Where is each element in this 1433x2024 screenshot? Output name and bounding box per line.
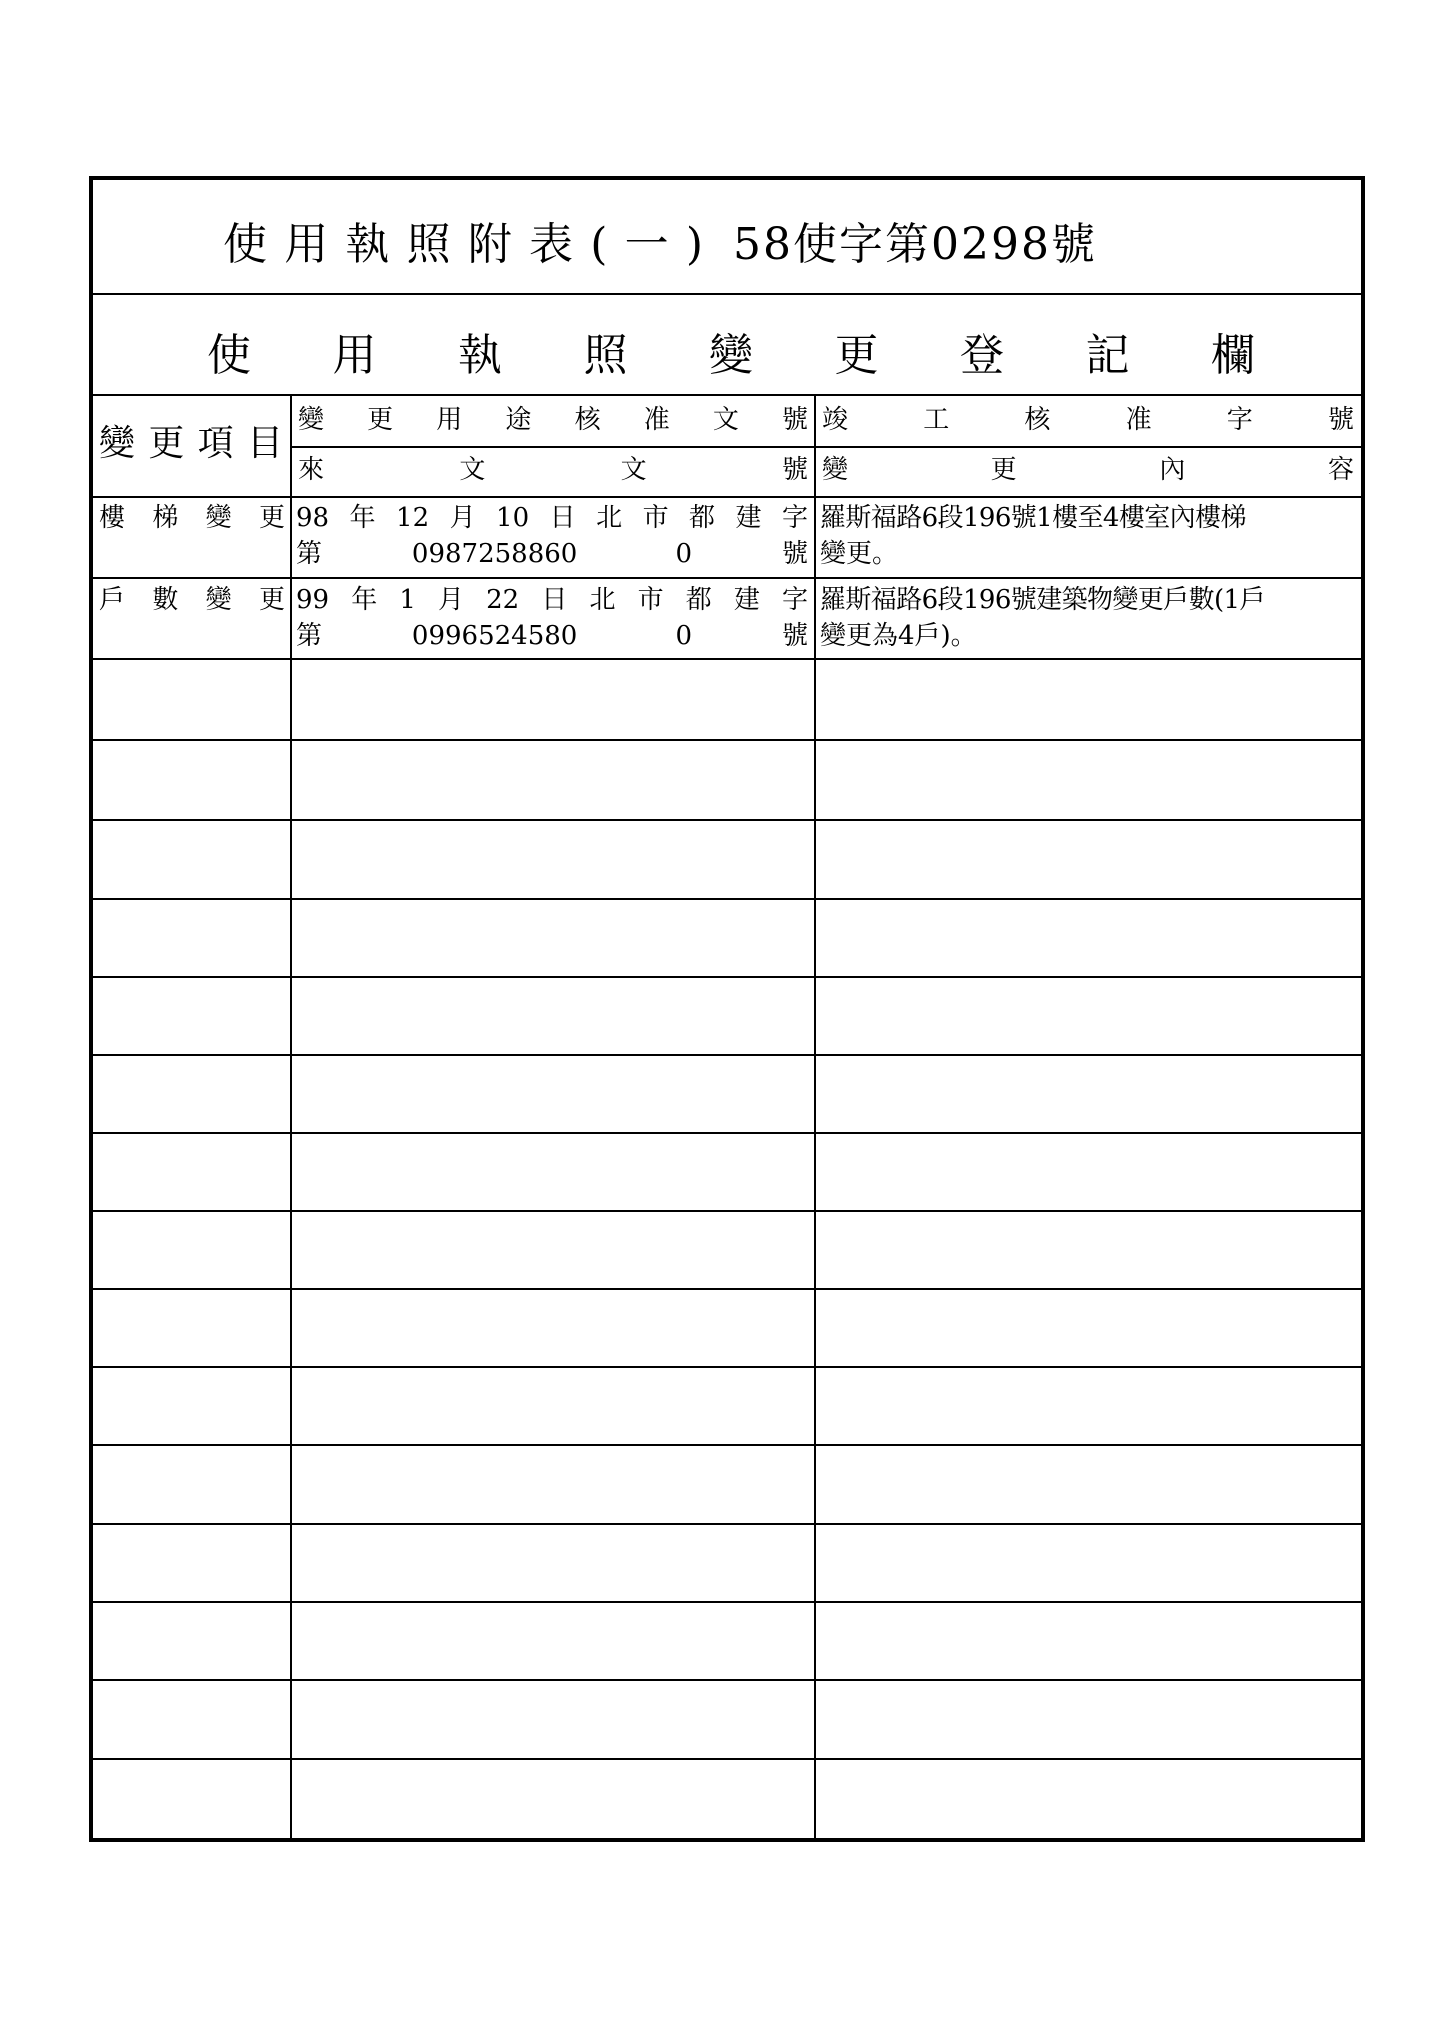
record-content-line1: 羅斯福路6段196號1樓至4樓室內樓梯 [820,503,1246,533]
header-incoming-doc-number: 來文文號 [298,455,808,485]
row-line [93,1758,1361,1760]
row-line [93,739,1361,741]
header-change-item: 變更項目 [99,423,283,464]
row-line [93,1444,1361,1446]
record-change-item: 戶數變更 [99,585,285,615]
column-divider [290,396,292,1838]
row-line [93,898,1361,900]
row-line [93,1054,1361,1056]
record-content-line1: 羅斯福路6段196號建築物變更戶數(1戶 [820,585,1265,615]
header-completion-number: 竣工核准字號 [822,405,1354,435]
record-doc-line2: 第0987258860 0號 [296,539,808,569]
form-title: 使用執照附表(一) [223,219,703,270]
section-heading-row [93,295,1361,396]
row-line [93,976,1361,978]
record-doc-line2: 第0996524580 0號 [296,621,808,651]
row-line [93,819,1361,821]
row-line [93,496,1361,498]
section-heading: 使用執照變更登記欄 [207,330,1255,381]
record-doc-line1: 99年1月22日北市都建字 [296,585,808,615]
row-line [93,1210,1361,1212]
record-doc-line1: 98年12月10日北市都建字 [296,503,808,533]
header-approval-doc-number: 變更用途核准文號 [298,405,808,435]
row-line [93,577,1361,579]
header-change-content: 變更內容 [822,455,1354,485]
header-split-line [292,446,1361,448]
row-line [93,658,1361,660]
record-content-line2: 變更。 [820,539,899,569]
row-line [93,1366,1361,1368]
row-line [93,1132,1361,1134]
column-divider [814,396,816,1838]
row-line [93,1601,1361,1603]
row-line [93,1523,1361,1525]
row-line [93,1679,1361,1681]
license-form-frame [89,176,1365,1842]
form-title-row [93,180,1361,295]
license-number: 58使字第0298號 [733,219,1097,270]
record-content-line2: 變更為4戶)。 [820,621,977,651]
record-change-item: 樓梯變更 [99,503,285,533]
row-line [93,1288,1361,1290]
